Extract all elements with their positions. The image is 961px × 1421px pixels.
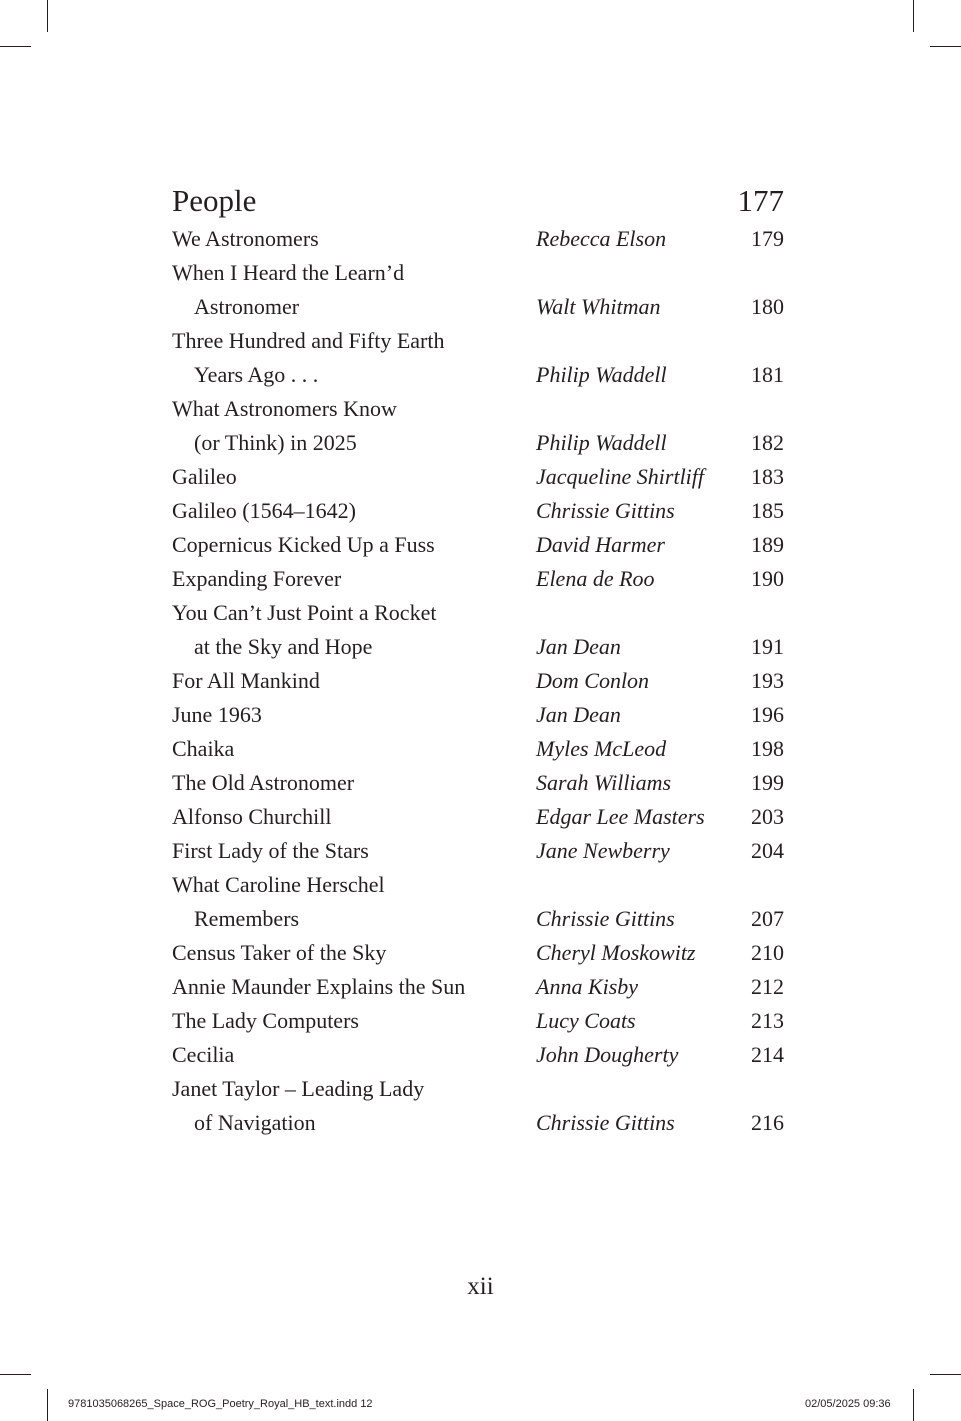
- toc-entry-line: [172, 324, 784, 358]
- table-of-contents: [172, 180, 784, 1140]
- toc-entry-line: [172, 664, 784, 698]
- poet-name: Philip Waddell: [536, 362, 667, 387]
- poem-title: Galileo: [172, 464, 237, 489]
- poet-name: Jan Dean: [536, 702, 621, 727]
- page-number: 216: [751, 1110, 784, 1135]
- folio-page-number: xii: [467, 1273, 494, 1300]
- page-number: 183: [751, 464, 784, 489]
- poem-title: The Lady Computers: [172, 1008, 359, 1033]
- page-number: 199: [751, 770, 784, 795]
- crop-mark: [47, 0, 48, 32]
- poet-name: Jan Dean: [536, 634, 621, 659]
- poem-title: Expanding Forever: [172, 566, 342, 591]
- section-title: People: [172, 183, 257, 218]
- crop-mark: [0, 46, 31, 47]
- poet-name: Dom Conlon: [536, 668, 650, 693]
- toc-entry-line: [172, 936, 784, 970]
- poet-name: Edgar Lee Masters: [536, 804, 705, 829]
- poem-title: What Caroline Herschel: [172, 872, 385, 897]
- poem-title: The Old Astronomer: [172, 770, 355, 795]
- poem-title: Chaika: [172, 736, 235, 761]
- poem-title: When I Heard the Learn’d: [172, 260, 405, 285]
- poem-title: Remembers: [194, 906, 300, 931]
- toc-entry-line: [172, 460, 784, 494]
- poet-name: Elena de Roo: [536, 566, 655, 591]
- toc-entry-line: [172, 256, 784, 290]
- toc-entry-line: [172, 1038, 784, 1072]
- crop-mark: [0, 1374, 31, 1375]
- page-number: 196: [751, 702, 784, 727]
- page-number: 214: [751, 1042, 784, 1067]
- crop-mark: [930, 46, 961, 47]
- toc-entry-line: [172, 494, 784, 528]
- poet-name: Anna Kisby: [536, 974, 639, 999]
- poet-name: Jacqueline Shirtliff: [536, 464, 705, 489]
- poem-title: (or Think) in 2025: [194, 430, 357, 455]
- section-page-number: 177: [737, 183, 784, 218]
- page-number: 179: [751, 226, 784, 251]
- slug-filename: 9781035068265_Space_ROG_Poetry_Royal_HB_text.indd 12: [68, 1398, 373, 1410]
- toc-entry-line: [172, 834, 784, 868]
- poem-title: of Navigation: [194, 1110, 316, 1135]
- page-number: 203: [751, 804, 784, 829]
- slug-timestamp: 02/05/2025 09:36: [805, 1398, 891, 1410]
- page-number: 180: [751, 294, 784, 319]
- toc-entry-line: [172, 222, 784, 256]
- toc-entry-line: [172, 698, 784, 732]
- page-number: 212: [751, 974, 784, 999]
- poet-name: Cheryl Moskowitz: [536, 940, 696, 965]
- page-number: 181: [751, 362, 784, 387]
- toc-entry-line: [172, 970, 784, 1004]
- toc-entry-line: [172, 562, 784, 596]
- toc-entry-line: [172, 902, 784, 936]
- poem-title: Galileo (1564–1642): [172, 498, 356, 523]
- section-heading: [172, 180, 784, 222]
- poet-name: John Dougherty: [536, 1042, 679, 1067]
- page-number: 191: [751, 634, 784, 659]
- poem-title: You Can’t Just Point a Rocket: [172, 600, 437, 625]
- poet-name: Chrissie Gittins: [536, 1110, 675, 1135]
- poet-name: Myles McLeod: [536, 736, 667, 761]
- poet-name: Sarah Williams: [536, 770, 672, 795]
- toc-entry-line: [172, 426, 784, 460]
- page-number: 204: [751, 838, 784, 863]
- poet-name: Lucy Coats: [536, 1008, 636, 1033]
- page-number: 213: [751, 1008, 784, 1033]
- poet-name: David Harmer: [536, 532, 665, 557]
- page-number: 185: [751, 498, 784, 523]
- poet-name: Rebecca Elson: [536, 226, 667, 251]
- toc-entry-line: [172, 290, 784, 324]
- toc-entry-line: [172, 528, 784, 562]
- page-number: 207: [751, 906, 784, 931]
- poem-title: Astronomer: [194, 294, 300, 319]
- crop-mark: [47, 1389, 48, 1421]
- toc-entries: [172, 222, 784, 1140]
- poem-title: Janet Taylor – Leading Lady: [172, 1076, 425, 1101]
- poem-title: Alfonso Churchill: [172, 804, 332, 829]
- poet-name: Jane Newberry: [536, 838, 670, 863]
- poet-name: Philip Waddell: [536, 430, 667, 455]
- toc-entry-line: [172, 630, 784, 664]
- poem-title: Years Ago . . .: [194, 362, 319, 387]
- toc-entry-line: [172, 358, 784, 392]
- poem-title: Cecilia: [172, 1042, 235, 1067]
- toc-entry-line: [172, 1072, 784, 1106]
- page-number: 210: [751, 940, 784, 965]
- toc-entry-line: [172, 1004, 784, 1038]
- toc-entry-line: [172, 1106, 784, 1140]
- poet-name: Chrissie Gittins: [536, 906, 675, 931]
- toc-entry-line: [172, 732, 784, 766]
- poem-title: For All Mankind: [172, 668, 320, 693]
- crop-mark: [913, 0, 914, 32]
- poem-title: We Astronomers: [172, 226, 319, 251]
- poem-title: Annie Maunder Explains the Sun: [172, 974, 466, 999]
- crop-mark: [913, 1389, 914, 1421]
- toc-entry-line: [172, 800, 784, 834]
- crop-mark: [930, 1374, 961, 1375]
- page-number: 193: [751, 668, 784, 693]
- page-number: 189: [751, 532, 784, 557]
- poem-title: First Lady of the Stars: [172, 838, 369, 863]
- poem-title: June 1963: [172, 702, 262, 727]
- toc-entry-line: [172, 868, 784, 902]
- poem-title: What Astronomers Know: [172, 396, 397, 421]
- page-number: 198: [751, 736, 784, 761]
- poem-title: Three Hundred and Fifty Earth: [172, 328, 445, 353]
- page-number: 190: [751, 566, 784, 591]
- poet-name: Chrissie Gittins: [536, 498, 675, 523]
- toc-entry-line: [172, 596, 784, 630]
- page-number: 182: [751, 430, 784, 455]
- poet-name: Walt Whitman: [536, 294, 661, 319]
- toc-entry-line: [172, 766, 784, 800]
- poem-title: Census Taker of the Sky: [172, 940, 387, 965]
- poem-title: at the Sky and Hope: [194, 634, 373, 659]
- toc-entry-line: [172, 392, 784, 426]
- poem-title: Copernicus Kicked Up a Fuss: [172, 532, 435, 557]
